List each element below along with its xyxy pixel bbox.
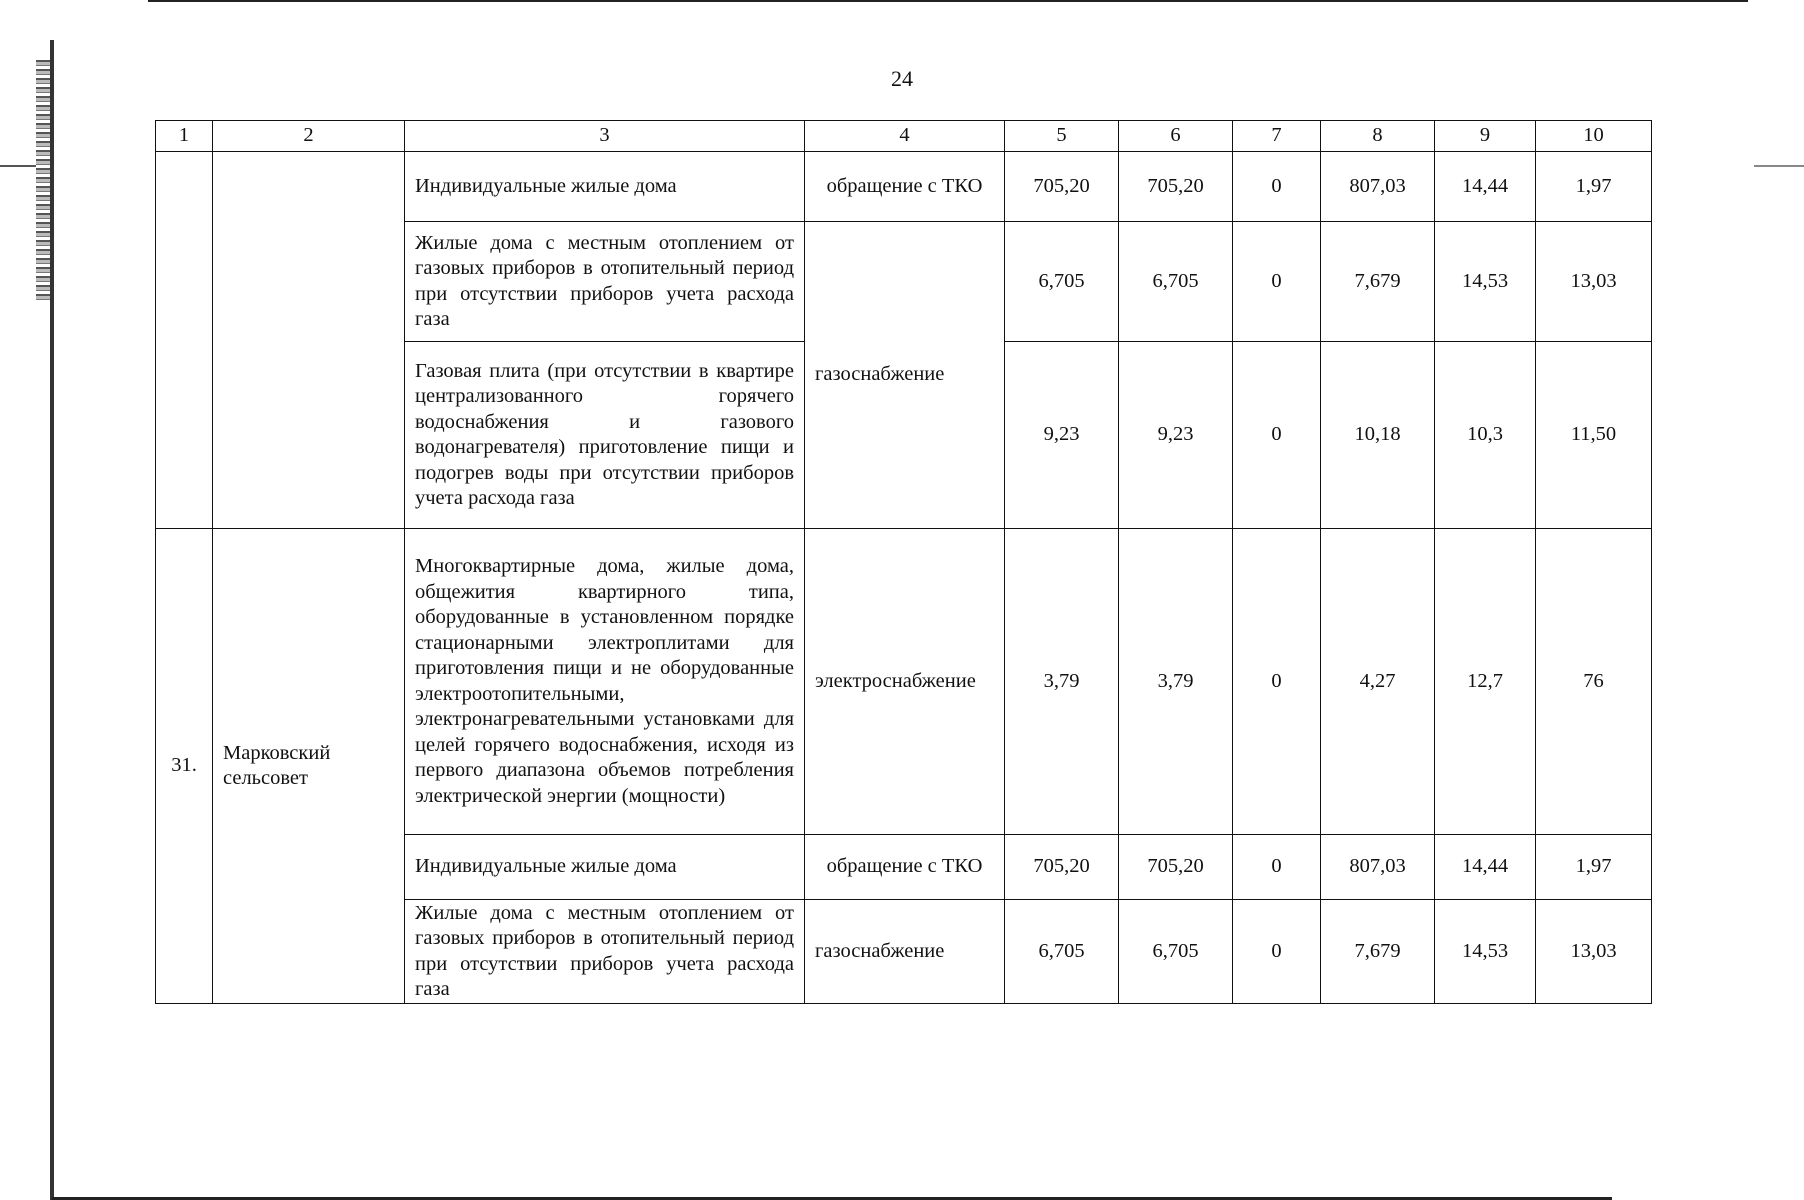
header-cell: 7 — [1233, 121, 1321, 152]
left-scan-tick — [0, 165, 36, 167]
value-cell-5: 705,20 — [1005, 152, 1119, 222]
value-cell-6: 705,20 — [1119, 835, 1233, 900]
table-header-row — [156, 121, 1652, 152]
header-cell: 8 — [1321, 121, 1435, 152]
value-cell-7: 0 — [1233, 900, 1321, 1004]
value-cell-8: 807,03 — [1321, 835, 1435, 900]
settlement-cell — [213, 152, 405, 529]
header-cell: 2 — [213, 121, 405, 152]
value-cell-9: 14,44 — [1435, 152, 1536, 222]
value-cell-8: 4,27 — [1321, 529, 1435, 835]
value-cell-9: 14,44 — [1435, 835, 1536, 900]
value-cell-5: 6,705 — [1005, 900, 1119, 1004]
value-cell-7: 0 — [1233, 835, 1321, 900]
housing-type-cell: Индивидуальные жилые дома — [405, 835, 805, 900]
value-cell-9: 10,3 — [1435, 342, 1536, 529]
value-cell-8: 807,03 — [1321, 152, 1435, 222]
value-cell-6: 6,705 — [1119, 900, 1233, 1004]
right-scan-tick — [1754, 165, 1804, 167]
value-cell-8: 7,679 — [1321, 222, 1435, 342]
value-cell-6: 705,20 — [1119, 152, 1233, 222]
housing-type-cell: Жилые дома с местным отоплением от газовых приборов в отопительный период при отсутствии приборов учета расхода газа — [405, 222, 805, 342]
value-cell-10: 76 — [1536, 529, 1652, 835]
header-cell: 10 — [1536, 121, 1652, 152]
value-cell-6: 3,79 — [1119, 529, 1233, 835]
settlement-cell: Марковский сельсовет — [213, 529, 405, 1004]
service-cell: газоснабжение — [805, 222, 1005, 529]
value-cell-5: 9,23 — [1005, 342, 1119, 529]
value-cell-10: 13,03 — [1536, 900, 1652, 1004]
value-cell-6: 6,705 — [1119, 222, 1233, 342]
top-scan-rule — [148, 0, 1748, 2]
value-cell-10: 1,97 — [1536, 835, 1652, 900]
header-cell: 9 — [1435, 121, 1536, 152]
service-cell: электроснабжение — [805, 529, 1005, 835]
housing-type-cell: Газовая плита (при отсутствии в квартире централизованного горячего водоснабжения и газового водонагревателя) приготовление пищи и подогрев воды при отсутствии приборов учета расхода газа — [405, 342, 805, 529]
value-cell-8: 7,679 — [1321, 900, 1435, 1004]
housing-type-cell: Многоквартирные дома, жилые дома, общежития квартирного типа, оборудованные в установленном порядке стационарными электроплитами для приготовления пищи и не оборудованные электроотопительными, электронагревательными установками для целей горячего водоснабжения, исходя из первого диапазона объемов потребления электрической энергии (мощности) — [405, 529, 805, 835]
value-cell-9: 14,53 — [1435, 222, 1536, 342]
page-number: 24 — [891, 66, 913, 91]
value-cell-10: 13,03 — [1536, 222, 1652, 342]
value-cell-8: 10,18 — [1321, 342, 1435, 529]
table-row — [156, 152, 1652, 222]
left-scan-edge — [50, 40, 54, 1200]
header-cell: 4 — [805, 121, 1005, 152]
left-scan-binding-artifact — [36, 60, 50, 300]
service-cell: обращение с ТКО — [805, 152, 1005, 222]
housing-type-cell: Индивидуальные жилые дома — [405, 152, 805, 222]
value-cell-10: 1,97 — [1536, 152, 1652, 222]
table-row — [156, 529, 1652, 835]
tariff-table — [155, 120, 1652, 1004]
service-cell: газоснабжение — [805, 900, 1005, 1004]
header-cell: 6 — [1119, 121, 1233, 152]
value-cell-7: 0 — [1233, 222, 1321, 342]
housing-type-cell: Жилые дома с местным отоплением от газовых приборов в отопительный период при отсутствии приборов учета расхода газа — [405, 900, 805, 1004]
value-cell-9: 12,7 — [1435, 529, 1536, 835]
value-cell-5: 6,705 — [1005, 222, 1119, 342]
header-cell: 1 — [156, 121, 213, 152]
value-cell-9: 14,53 — [1435, 900, 1536, 1004]
value-cell-5: 705,20 — [1005, 835, 1119, 900]
row-number-cell: 31. — [156, 529, 213, 1004]
row-number-cell — [156, 152, 213, 529]
value-cell-10: 11,50 — [1536, 342, 1652, 529]
header-cell: 3 — [405, 121, 805, 152]
header-cell: 5 — [1005, 121, 1119, 152]
value-cell-5: 3,79 — [1005, 529, 1119, 835]
value-cell-6: 9,23 — [1119, 342, 1233, 529]
value-cell-7: 0 — [1233, 529, 1321, 835]
value-cell-7: 0 — [1233, 152, 1321, 222]
service-cell: обращение с ТКО — [805, 835, 1005, 900]
value-cell-7: 0 — [1233, 342, 1321, 529]
